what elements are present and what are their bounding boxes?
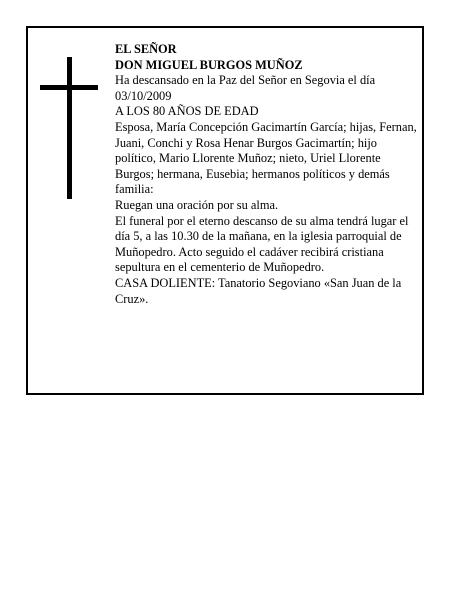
cross-vertical-bar (67, 57, 72, 199)
death-statement: Ha descansado en la Paz del Señor en Segovia el día 03/10/2009 (115, 73, 376, 103)
age-statement: A LOS 80 AÑOS DE EDAD (115, 104, 259, 119)
obituary-notice (26, 26, 424, 395)
deceased-name: DON MIGUEL BURGOS MUÑOZ (115, 57, 303, 72)
cross-horizontal-bar (40, 85, 98, 90)
funeral-details: El funeral por el eterno descanso de su alma tendrá lugar el día 5, a las 10.30 de la mañana, en la iglesia parroquial de Muñopedro. Acto seguido el cadáver recibirá cristiana sepultura en el cementerio de Muñopedro. (115, 213, 409, 275)
prayer-request: Ruegan una oración por su alma. (115, 197, 279, 212)
family-list: Esposa, María Concepción Gacimartín García; hijas, Fernan, Juani, Conchi y Rosa Henar Burgos Gacimartín; hijo político, Mario Llorente Muñoz; nieto, Uriel Llorente Burgos; hermana, Eusebia; hermanos políticos y demás familia: (115, 119, 417, 197)
mourning-house: CASA DOLIENTE: Tanatorio Segoviano «San Juan de la Cruz». (115, 275, 402, 306)
title-honorific: EL SEÑOR (115, 42, 177, 56)
notice-body (115, 42, 420, 307)
